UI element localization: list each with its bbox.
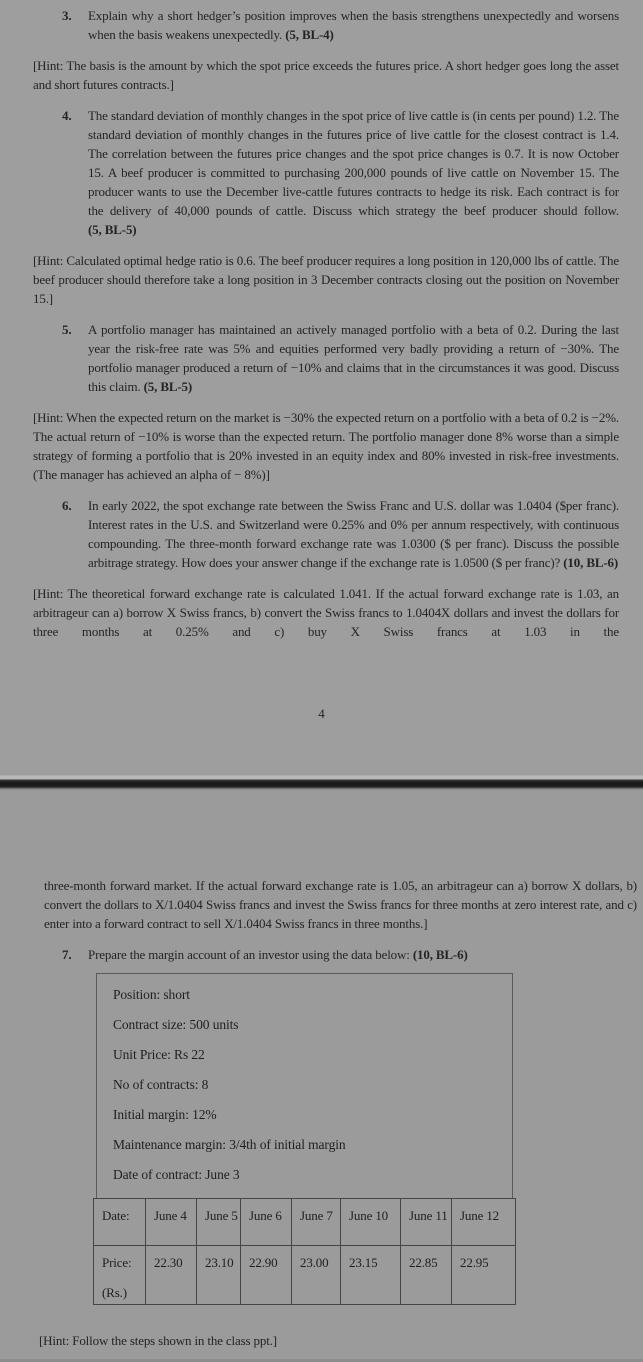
question-6 (62, 496, 619, 572)
price-cell-june10: 23.15 (341, 1246, 401, 1305)
price-table-value-row (94, 1246, 516, 1305)
question-6-text: In early 2022, the spot exchange rate between the Swiss Franc and U.S. dollar was 1.0404 ($per franc). Interest rates in the U.S. and Switzerland were 0.25% and 0% per annum respectively, with continuous compounding. The three-month forward exchange rate was 1.0300 ($ per franc). Discuss the possible arbitrage strategy. How does your answer change if the exchange rate is 1.0500 ($ per franc)? (88, 498, 619, 570)
question-7-number: 7. (62, 947, 72, 962)
question-3 (62, 6, 619, 44)
header-cell-june7: June 7 (292, 1199, 341, 1246)
price-cell-june7: 23.00 (292, 1246, 341, 1305)
header-cell-date: Date: (94, 1199, 146, 1246)
question-5 (62, 320, 619, 396)
question-3-number: 3. (62, 8, 72, 23)
hint-7: [Hint: Follow the steps shown in the class ppt.] (39, 1333, 277, 1348)
question-3-text: Explain why a short hedger’s position improves when the basis strengthens unexpectedly and worsens when the basis weakens unexpectedly. (88, 8, 619, 42)
question-6-number: 6. (62, 498, 72, 513)
hint-3: [Hint: The basis is the amount by which the spot price exceeds the futures price. A short hedger goes long the asset and short futures contracts.] (33, 58, 619, 92)
question-5-text: A portfolio manager has maintained an actively managed portfolio with a beta of 0.2. During the last year the risk-free rate was 5% and equities performed very badly providing a return of −30%. The portfolio manager produced a return of −10% and claims that in the circumstances it was good. Discuss this claim. (88, 322, 619, 394)
price-cell-june5: 23.10 (197, 1246, 241, 1305)
price-cell-june6: 22.90 (241, 1246, 292, 1305)
question-4-number: 4. (62, 108, 72, 123)
hint-6: [Hint: The theoretical forward exchange rate is calculated 1.041. If the actual forward exchange rate is 1.03, an arbitrageur can a) borrow X Swiss francs, b) convert the Swiss francs to 1.0404X dollars and invest the dollars for three months at 0.25% and c) buy X Swiss francs at 1.03 in the (33, 586, 619, 639)
price-table-header-row (94, 1199, 516, 1246)
price-cell-june12: 22.95 (452, 1246, 516, 1305)
question-7 (62, 945, 637, 964)
header-cell-june10: June 10 (341, 1199, 401, 1246)
info-no-of-contracts: No of contracts: 8 (113, 1077, 209, 1092)
page-gap-divider (0, 775, 643, 791)
question-3-marks: (5, BL-4) (285, 27, 334, 42)
hint-6-continuation: three-month forward market. If the actual forward exchange rate is 1.05, an arbitrageur can a) borrow X dollars, b) convert the dollars to X/1.0404 Swiss francs and invest the Swiss francs for three months at zero interest rate, and c) enter into a forward contract to sell X/1.0404 Swiss francs in three months.] (44, 878, 637, 931)
contract-info-box (96, 973, 513, 1199)
price-table (93, 1198, 516, 1305)
question-5-marks: (5, BL-5) (143, 379, 193, 394)
question-4 (62, 106, 619, 239)
header-cell-june12: June 12 (452, 1199, 516, 1246)
question-4-marks: (5, BL-5) (88, 222, 137, 237)
page-number: 4 (318, 706, 325, 721)
price-unit: (Rs.) (102, 1285, 127, 1300)
header-cell-june5: June 5 (197, 1199, 241, 1246)
question-5-number: 5. (62, 322, 72, 337)
price-label-cell (94, 1246, 146, 1305)
info-contract-size: Contract size: 500 units (113, 1017, 239, 1032)
info-contract-date: Date of contract: June 3 (113, 1167, 240, 1182)
question-7-text: Prepare the margin account of an investor using the data below: (88, 947, 413, 962)
info-position: Position: short (113, 987, 190, 1002)
header-cell-june6: June 6 (241, 1199, 292, 1246)
question-6-marks: (10, BL-6) (563, 555, 619, 570)
header-cell-june4: June 4 (146, 1199, 197, 1246)
hint-4: [Hint: Calculated optimal hedge ratio is 0.6. The beef producer requires a long position in 120,000 lbs of cattle. The beef producer should therefore take a long position in 3 December contracts closing out the position on November 15.] (33, 253, 619, 306)
question-4-text: The standard deviation of monthly changes in the spot price of live cattle is (in cents per pound) 1.2. The standard deviation of monthly changes in the futures price of live cattle for the closest contract is 1.4. The correlation between the futures price changes and the spot price changes is 0.7. It is now October 15. A beef producer is committed to purchasing 200,000 pounds of live cattle on November 15. The producer wants to use the December live-cattle futures contracts to hedge its risk. Each contract is for the delivery of 40,000 pounds of cattle. Discuss which strategy the beef producer should follow. (88, 108, 619, 218)
question-7-marks: (10, BL-6) (412, 947, 468, 962)
header-cell-june11: June 11 (401, 1199, 452, 1246)
info-unit-price: Unit Price: Rs 22 (113, 1047, 205, 1062)
price-cell-june11: 22.85 (401, 1246, 452, 1305)
price-label: Price: (102, 1255, 132, 1270)
price-cell-june4: 22.30 (146, 1246, 197, 1305)
info-maintenance-margin: Maintenance margin: 3/4th of initial margin (113, 1137, 346, 1152)
info-initial-margin: Initial margin: 12% (113, 1107, 217, 1122)
hint-5: [Hint: When the expected return on the market is −30% the expected return on a portfolio with a beta of 0.2 is −2%. The actual return of −10% is worse than the expected return. The portfolio manager done 8% worse than a simple strategy of forming a portfolio that is 20% invested in an equity index and 80% invested in risk-free investments. (The manager has achieved an alpha of − 8%)] (33, 410, 619, 482)
pdf-page-5 (0, 791, 643, 1362)
